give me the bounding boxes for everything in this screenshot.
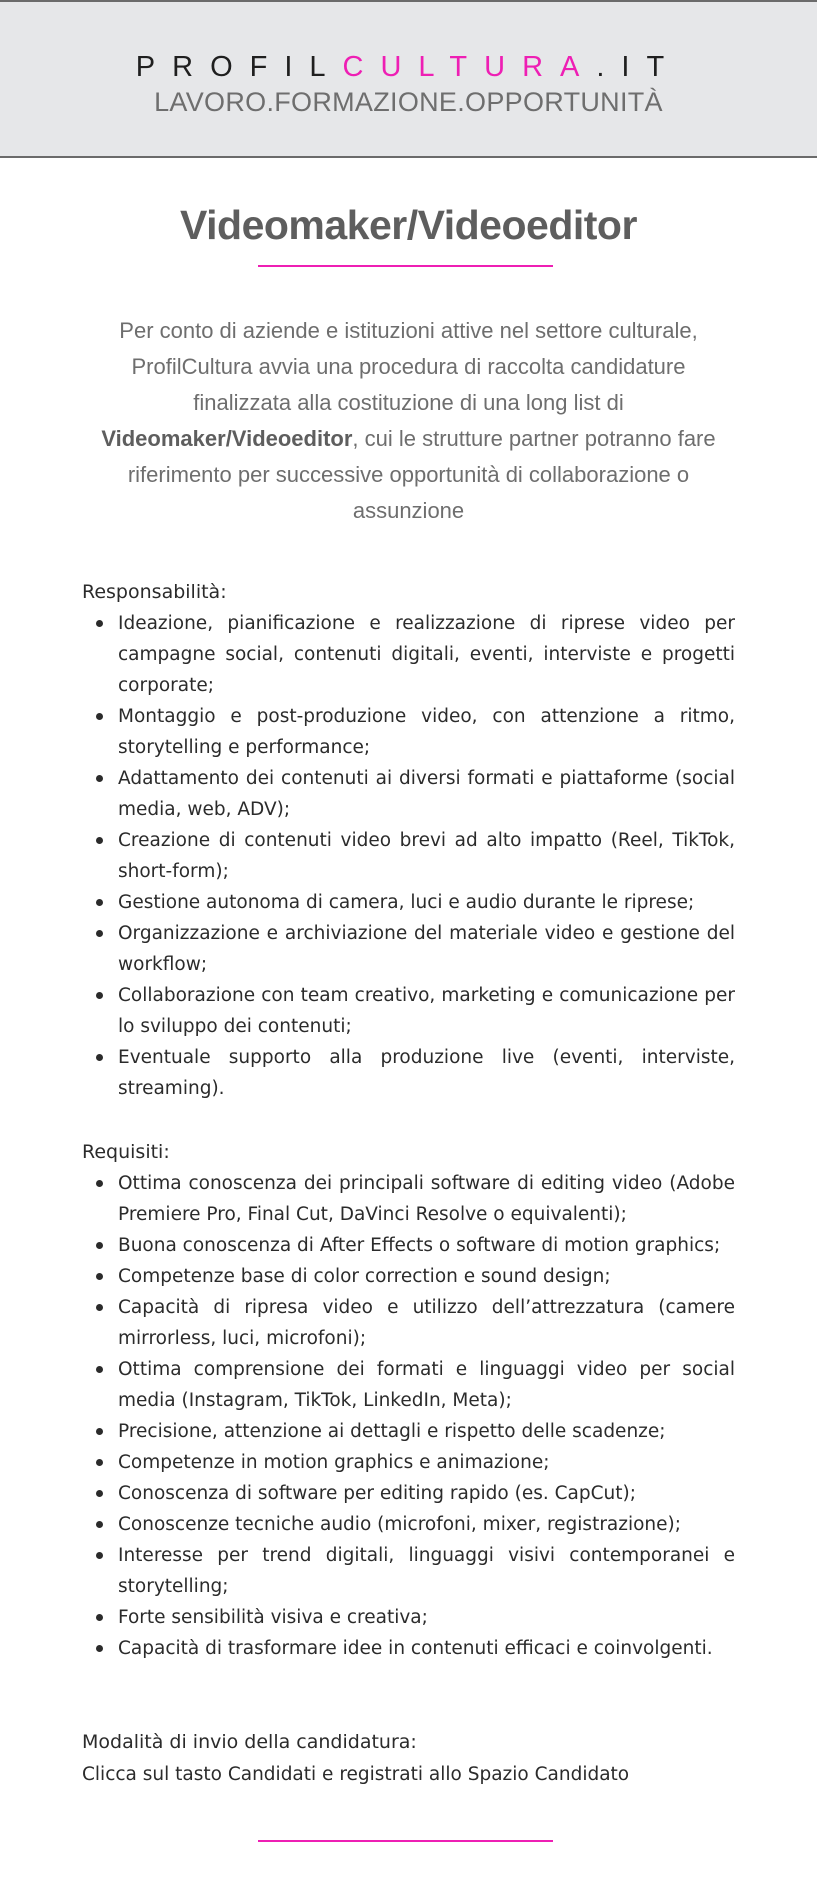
list-item: Montaggio e post-produzione video, con attenzione a ritmo, storytelling e performance; — [82, 701, 735, 763]
intro-text-before: Per conto di aziende e istituzioni attive nel settore culturale, ProfilCultura avvia una procedura di raccolta candidature finalizzata alla costituzione di una long list di — [119, 318, 698, 415]
list-item: Adattamento dei contenuti ai diversi formati e piattaforme (social media, web, ADV); — [82, 763, 735, 825]
section-heading: Modalità di invio della candidatura: — [82, 1731, 417, 1753]
list-item: Conoscenze tecniche audio (microfoni, mixer, registrazione); — [82, 1509, 735, 1540]
list-item: Interesse per trend digitali, linguaggi visivi contemporanei e storytelling; — [82, 1540, 735, 1602]
footer-divider — [258, 1840, 553, 1842]
list-item: Eventuale supporto alla produzione live (eventi, interviste, streaming). — [82, 1042, 735, 1104]
list-item: Competenze base di color correction e sound design; — [82, 1261, 735, 1292]
candidati-reference: Candidati — [227, 1764, 317, 1785]
list-item: Creazione di contenuti video brevi ad alto impatto (Reel, TikTok, short-form); — [82, 825, 735, 887]
section-responsabilita — [82, 577, 735, 1104]
intro-role: Videomaker/Videoeditor — [101, 426, 353, 451]
list-item: Capacità di ripresa video e utilizzo dell’attrezzatura (camere mirrorless, luci, microfoni); — [82, 1292, 735, 1354]
requisiti-list — [82, 1168, 735, 1664]
section-heading: Requisiti: — [82, 1141, 170, 1163]
list-item: Gestione autonoma di camera, luci e audio durante le riprese; — [82, 887, 735, 918]
site-header — [0, 0, 817, 158]
section-requisiti — [82, 1137, 735, 1664]
list-item: Capacità di trasformare idee in contenuti efficaci e coinvolgenti. — [82, 1633, 735, 1664]
responsabilita-list — [82, 608, 735, 1104]
intro-text-after: , cui le strutture partner potranno fare riferimento per successive opportunità di collaborazione o assunzione — [127, 426, 716, 523]
brand-part-domain: .IT — [596, 51, 682, 83]
candidatura-text-2: e registrati allo — [316, 1764, 468, 1785]
spazio-candidato-reference: Spazio Candidato — [467, 1764, 630, 1785]
list-item: Ottima conoscenza dei principali software di editing video (Adobe Premiere Pro, Final Cut, DaVinci Resolve o equivalenti); — [82, 1168, 735, 1230]
requisiti-heading: Requisiti — [82, 1141, 164, 1163]
list-item: Ideazione, pianificazione e realizzazione di riprese video per campagne social, contenuti digitali, eventi, interviste e progetti corporate; — [82, 608, 735, 701]
brand-logo[interactable] — [0, 50, 817, 84]
brand-part-profil: PROFIL — [135, 51, 343, 83]
responsabilita-heading: Responsabilità — [82, 581, 221, 603]
list-item: Organizzazione e archiviazione del materiale video e gestione del workflow; — [82, 918, 735, 980]
list-item: Conoscenza di software per editing rapido (es. CapCut); — [82, 1478, 735, 1509]
candidatura-instructions — [82, 1758, 735, 1791]
title-divider — [258, 265, 553, 267]
brand-tagline: LAVORO.FORMAZIONE.OPPORTUNITÀ — [154, 87, 663, 117]
section-heading: Responsabilità: — [82, 581, 227, 603]
list-item: Buona conoscenza di After Effects o software di motion graphics; — [82, 1230, 735, 1261]
section-candidatura — [82, 1727, 735, 1791]
list-item: Collaborazione con team creativo, marketing e comunicazione per lo sviluppo dei contenuti; — [82, 980, 735, 1042]
list-item: Precisione, attenzione ai dettagli e rispetto delle scadenze; — [82, 1416, 735, 1447]
intro-paragraph — [80, 313, 737, 529]
candidatura-heading: Modalità di invio della candidatura — [82, 1731, 411, 1753]
list-item: Ottima comprensione dei formati e linguaggi video per social media (Instagram, TikTok, LinkedIn, Meta); — [82, 1354, 735, 1416]
brand-part-cultura: CULTURA — [342, 51, 597, 83]
list-item: Competenze in motion graphics e animazione; — [82, 1447, 735, 1478]
list-item: Forte sensibilità visiva e creativa; — [82, 1602, 735, 1633]
candidatura-text-1: Clicca sul tasto — [82, 1764, 228, 1785]
page-title: Videomaker/Videoeditor — [180, 202, 637, 248]
